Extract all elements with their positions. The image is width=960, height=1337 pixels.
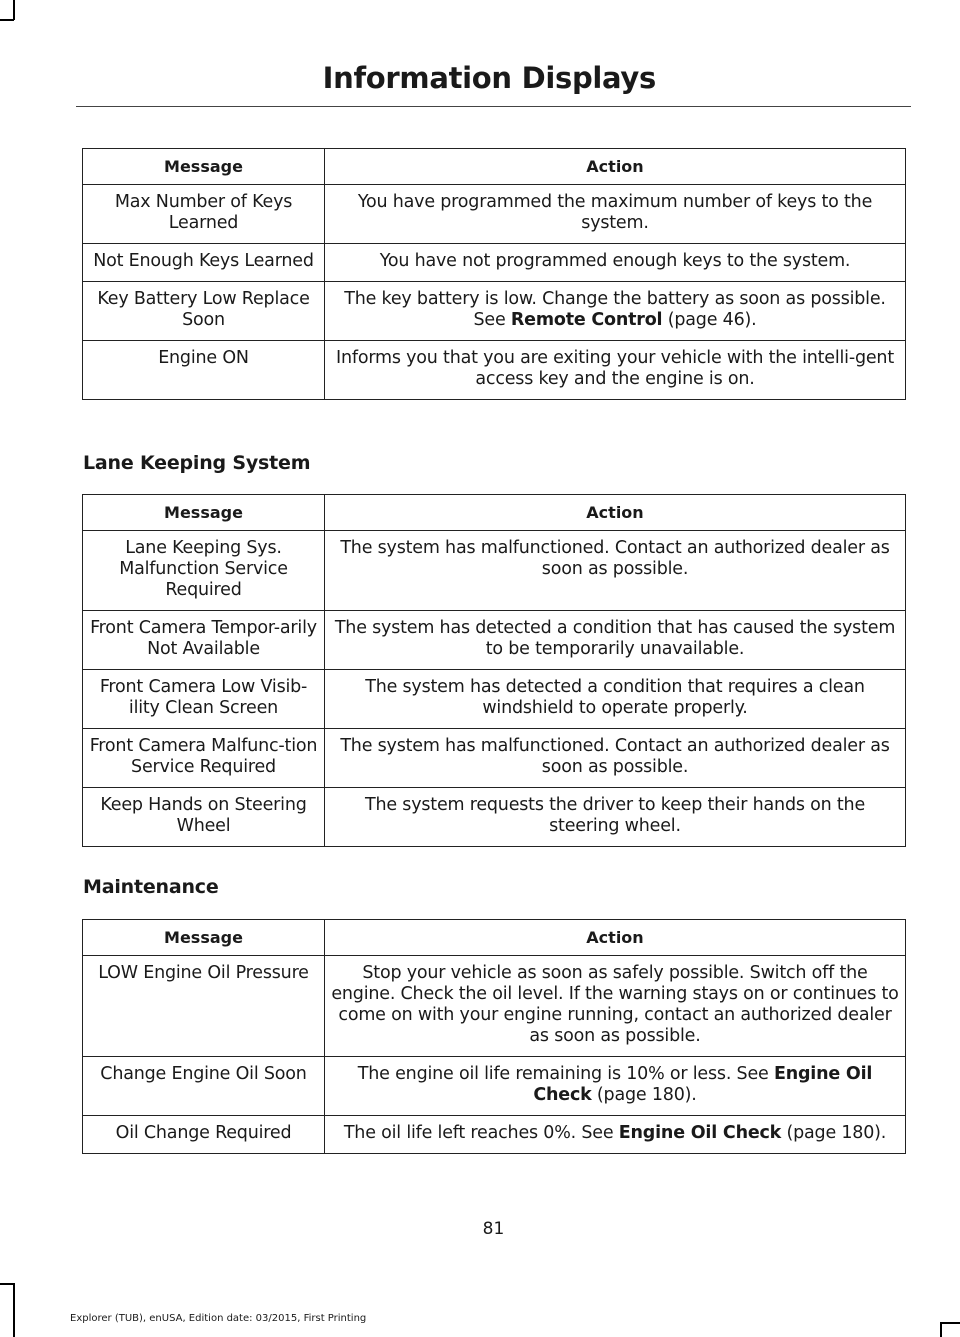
action-text: Stop your vehicle as soon as safely possible. Switch off the engine. Check the oil level. If the warning stays on or continues to come on with your engine running, contact an authorized dealer as soon as possible. xyxy=(331,963,899,1046)
message-cell: Front Camera Malfunc-tion Service Required xyxy=(83,729,325,788)
message-cell: Key Battery Low Replace Soon xyxy=(83,282,325,341)
action-cell xyxy=(325,185,906,244)
crop-mark xyxy=(13,0,15,20)
action-cell xyxy=(325,956,906,1057)
crop-mark xyxy=(13,1283,15,1337)
table-row xyxy=(83,729,906,788)
table-row xyxy=(83,1057,906,1116)
message-cell: Not Enough Keys Learned xyxy=(83,244,325,282)
column-header-message: Message xyxy=(83,920,325,956)
table-row xyxy=(83,282,906,341)
column-header-action: Action xyxy=(325,495,906,531)
cross-reference-link[interactable]: Engine Oil Check xyxy=(618,1123,782,1143)
table-row xyxy=(83,531,906,611)
message-cell: LOW Engine Oil Pressure xyxy=(83,956,325,1057)
section-heading-maintenance: Maintenance xyxy=(83,876,219,898)
message-cell: Lane Keeping Sys. Malfunction Service Required xyxy=(83,531,325,611)
message-cell: Front Camera Tempor-arily Not Available xyxy=(83,611,325,670)
message-cell: Keep Hands on Steering Wheel xyxy=(83,788,325,847)
table-row xyxy=(83,341,906,400)
table-header-row xyxy=(83,149,906,185)
message-cell: Max Number of Keys Learned xyxy=(83,185,325,244)
cross-reference-link[interactable]: Engine Oil Check xyxy=(533,1064,873,1105)
column-header-message: Message xyxy=(83,495,325,531)
action-text: Informs you that you are exiting your vehicle with the intelli-gent access key and the engine is on. xyxy=(336,348,894,389)
action-text: The key battery is low. Change the battery as soon as possible. See xyxy=(344,289,886,330)
maintenance-table xyxy=(82,919,906,1154)
action-cell xyxy=(325,531,906,611)
header-divider xyxy=(76,106,911,107)
crop-mark xyxy=(940,1322,942,1337)
table-row xyxy=(83,956,906,1057)
edition-info: Explorer (TUB), enUSA, Edition date: 03/2015, First Printing xyxy=(70,1313,367,1324)
lane-keeping-table xyxy=(82,494,906,847)
action-text: The system requests the driver to keep their hands on the steering wheel. xyxy=(364,795,866,836)
column-header-action: Action xyxy=(325,149,906,185)
cross-reference-link[interactable]: Remote Control xyxy=(510,310,663,330)
page-number: 81 xyxy=(482,1219,505,1239)
action-text: The oil life left reaches 0%. See xyxy=(343,1123,619,1143)
key-messages-table xyxy=(82,148,906,400)
action-cell xyxy=(325,341,906,400)
action-text: The system has malfunctioned. Contact an authorized dealer as soon as possible. xyxy=(340,736,890,777)
action-cell xyxy=(325,729,906,788)
table-row xyxy=(83,611,906,670)
action-cell xyxy=(325,788,906,847)
action-text: The system has malfunctioned. Contact an authorized dealer as soon as possible. xyxy=(340,538,890,579)
action-text: The system has detected a condition that requires a clean windshield to operate properly. xyxy=(365,677,865,718)
action-text: You have programmed the maximum number of keys to the system. xyxy=(357,192,873,233)
action-text: The system has detected a condition that has caused the system to be temporarily unavailable. xyxy=(334,618,896,659)
action-text: (page 180). xyxy=(591,1085,697,1105)
table-row xyxy=(83,1116,906,1154)
action-cell xyxy=(325,1116,906,1154)
table-row xyxy=(83,670,906,729)
message-cell: Oil Change Required xyxy=(83,1116,325,1154)
action-text: (page 46). xyxy=(662,310,757,330)
table-header-row xyxy=(83,920,906,956)
action-cell xyxy=(325,670,906,729)
column-header-message: Message xyxy=(83,149,325,185)
section-heading-lane-keeping: Lane Keeping System xyxy=(83,452,311,474)
action-text: (page 180). xyxy=(781,1123,887,1143)
table-row xyxy=(83,244,906,282)
action-cell xyxy=(325,282,906,341)
table-header-row xyxy=(83,495,906,531)
crop-mark xyxy=(940,1322,960,1324)
message-cell: Engine ON xyxy=(83,341,325,400)
page-title: Information Displays xyxy=(322,61,656,95)
message-cell: Front Camera Low Visib-ility Clean Screen xyxy=(83,670,325,729)
crop-mark xyxy=(0,1283,14,1285)
action-text: The engine oil life remaining is 10% or less. See xyxy=(357,1064,774,1084)
crop-mark xyxy=(0,19,14,21)
action-text: You have not programmed enough keys to the system. xyxy=(379,251,851,271)
table-row xyxy=(83,185,906,244)
action-cell xyxy=(325,1057,906,1116)
column-header-action: Action xyxy=(325,920,906,956)
action-cell xyxy=(325,244,906,282)
action-cell xyxy=(325,611,906,670)
message-cell: Change Engine Oil Soon xyxy=(83,1057,325,1116)
table-row xyxy=(83,788,906,847)
